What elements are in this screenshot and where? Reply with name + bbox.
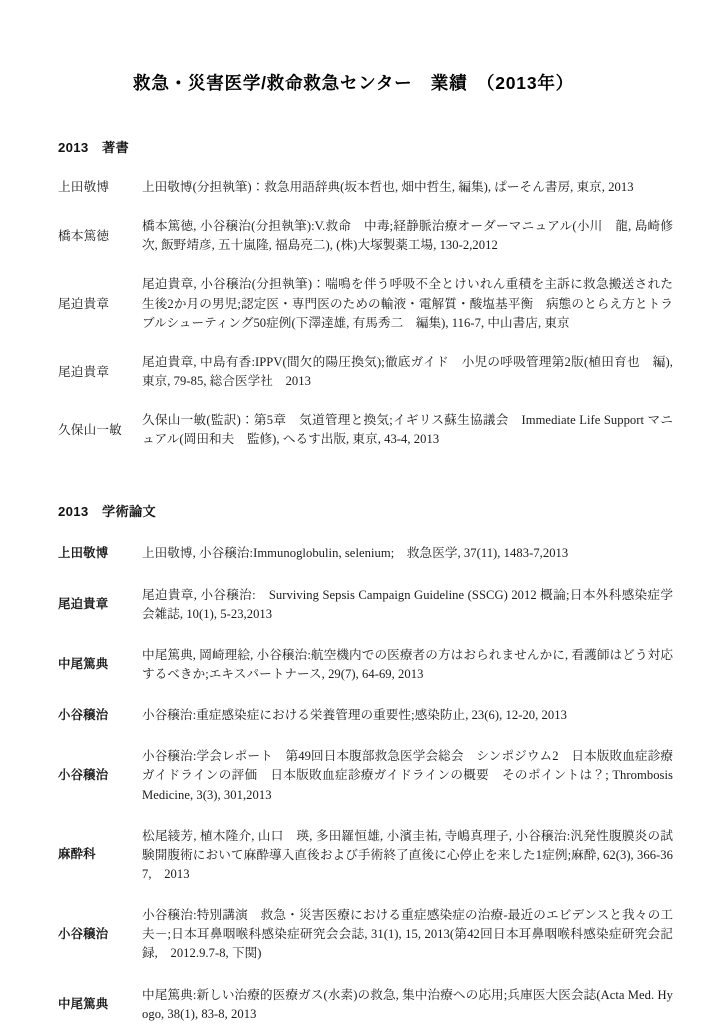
publication-entry (58, 275, 673, 332)
entry-author-label: 中尾篤典 (58, 656, 109, 671)
publication-entry (58, 217, 673, 255)
publication-entry (58, 706, 673, 725)
entry-citation-text: 尾迫貴章, 中島有香:IPPV(間欠的陽圧換気);徹底ガイド 小児の呼吸管理第2版(植田育也 編), 東京, 79-85, 総合医学社 2013 (142, 354, 673, 388)
entry-author-label: 尾迫貴章 (58, 297, 110, 311)
entry-citation-text: 小谷穣治:学会レポート 第49回日本腹部救急医学会総会 シンポジウム2 日本版敗血症診療ガイドラインの評価 日本版敗血症診療ガイドラインの概要 そのポイントは？; Thrombosis Medicine, 3(3), 301,2013 (142, 749, 673, 802)
publication-entry (58, 986, 673, 1024)
publication-entry (58, 353, 673, 391)
section-books (0, 137, 725, 449)
entry-author-label: 久保山一敏 (58, 423, 122, 438)
publication-entry (58, 411, 673, 449)
entry-author-label: 麻酔科 (58, 847, 96, 862)
entry-author-label: 上田敬博 (58, 180, 110, 195)
entry-citation-text: 尾迫貴章, 小谷穣治(分担執筆)：喘鳴を伴う呼吸不全とけいれん重積を主訴に救急搬送された生後2か月の男児;認定医・専門医のための輸液・電解質・酸塩基平衡 病態のとらえ方とトラブルシューティング50症例(下澤達雄, 有馬秀二 編集), 116-7, 中山書店, 東京 (142, 277, 673, 330)
entry-author-label: 中尾篤典 (58, 996, 109, 1011)
entry-author-label: 小谷穣治 (58, 707, 109, 722)
entry-citation-text: 橋本篤徳, 小谷穣治(分担執筆):V.救命 中毒;経静脈治療オーダーマニュアル(小川 龍, 島崎修次, 飯野靖彦, 五十嵐隆, 福島亮二), (株)大塚製薬工場, 130-2,2012 (142, 219, 673, 253)
publication-entry (58, 646, 673, 684)
entry-author-label: 橋本篤徳 (58, 229, 110, 244)
section-heading-papers: 2013 学術論文 (58, 504, 156, 520)
publication-entry (58, 586, 673, 624)
entry-author-label: 尾迫貴章 (58, 364, 110, 379)
entry-author-label: 上田敬博 (58, 545, 109, 560)
entry-citation-text: 小谷穣治:重症感染症における栄養管理の重要性;感染防止, 23(6), 12-20, 2013 (142, 708, 567, 723)
entry-citation-text: 松尾綾芳, 植木隆介, 山口 瑛, 多田羅恒雄, 小濱圭祐, 寺嶋真理子, 小谷穣治:汎発性腹膜炎の試験開腹術において麻酔導入直後および手術終了直後に心停止を来した1症例;麻酔, 62(3), 366-367, 2013 (142, 828, 673, 881)
entry-list-books (0, 178, 725, 449)
section-heading-books: 2013 著書 (58, 140, 129, 155)
entry-citation-text: 中尾篤典, 岡崎理絵, 小谷穣治:航空機内での医療者の方はおられませんかに, 看護師はどう対応するべきか;エキスパートナース, 29(7), 64-69, 2013 (142, 647, 673, 681)
publication-entry (58, 906, 673, 963)
entry-citation-text: 上田敬博(分担執筆)：救急用語辞典(坂本哲也, 畑中哲生, 編集), ぱーそん書房, 東京, 2013 (142, 180, 634, 194)
entry-citation-text: 尾迫貴章, 小谷穣治: Surviving Sepsis Campaign Guideline (SSCG) 2012 概論;日本外科感染症学会雑誌, 10(1), 5-23,2013 (142, 587, 673, 621)
entry-author-label: 小谷穣治 (58, 767, 109, 782)
publication-entry (58, 544, 673, 563)
publication-entry (58, 178, 673, 197)
publication-entry (58, 827, 673, 884)
entry-citation-text: 中尾篤典:新しい治療的医療ガス(水素)の救急, 集中治療への応用;兵庫医大医会誌(Acta Med. Hyogo, 38(1), 83-8, 2013 (142, 987, 673, 1021)
publication-entry (58, 747, 673, 804)
entry-citation-text: 小谷穣治:特別講演 救急・災害医療における重症感染症の治療-最近のエビデンスと我々の工夫－;日本耳鼻咽喉科感染症研究会会誌, 31(1), 15, 2013(第42回日本耳鼻咽喉科感染症研究会記録, 2012.9.7-8, 下関) (142, 908, 673, 961)
entry-author-label: 小谷穣治 (58, 926, 109, 941)
entry-list-papers (0, 544, 725, 1023)
page-title: 救急・災害医学/救命救急センター 業績 （2013年） (133, 73, 574, 93)
entry-citation-text: 上田敬博, 小谷穣治:Immunoglobulin, selenium; 救急医学, 37(11), 1483-7,2013 (142, 546, 569, 561)
entry-author-label: 尾迫貴章 (58, 596, 109, 611)
entry-citation-text: 久保山一敏(監訳)：第5章 気道管理と換気;イギリス蘇生協議会 Immediate Life Support マニュアル(岡田和夫 監修), へるす出版, 東京, 43-4, 2013 (142, 413, 673, 447)
section-papers (0, 501, 725, 1023)
